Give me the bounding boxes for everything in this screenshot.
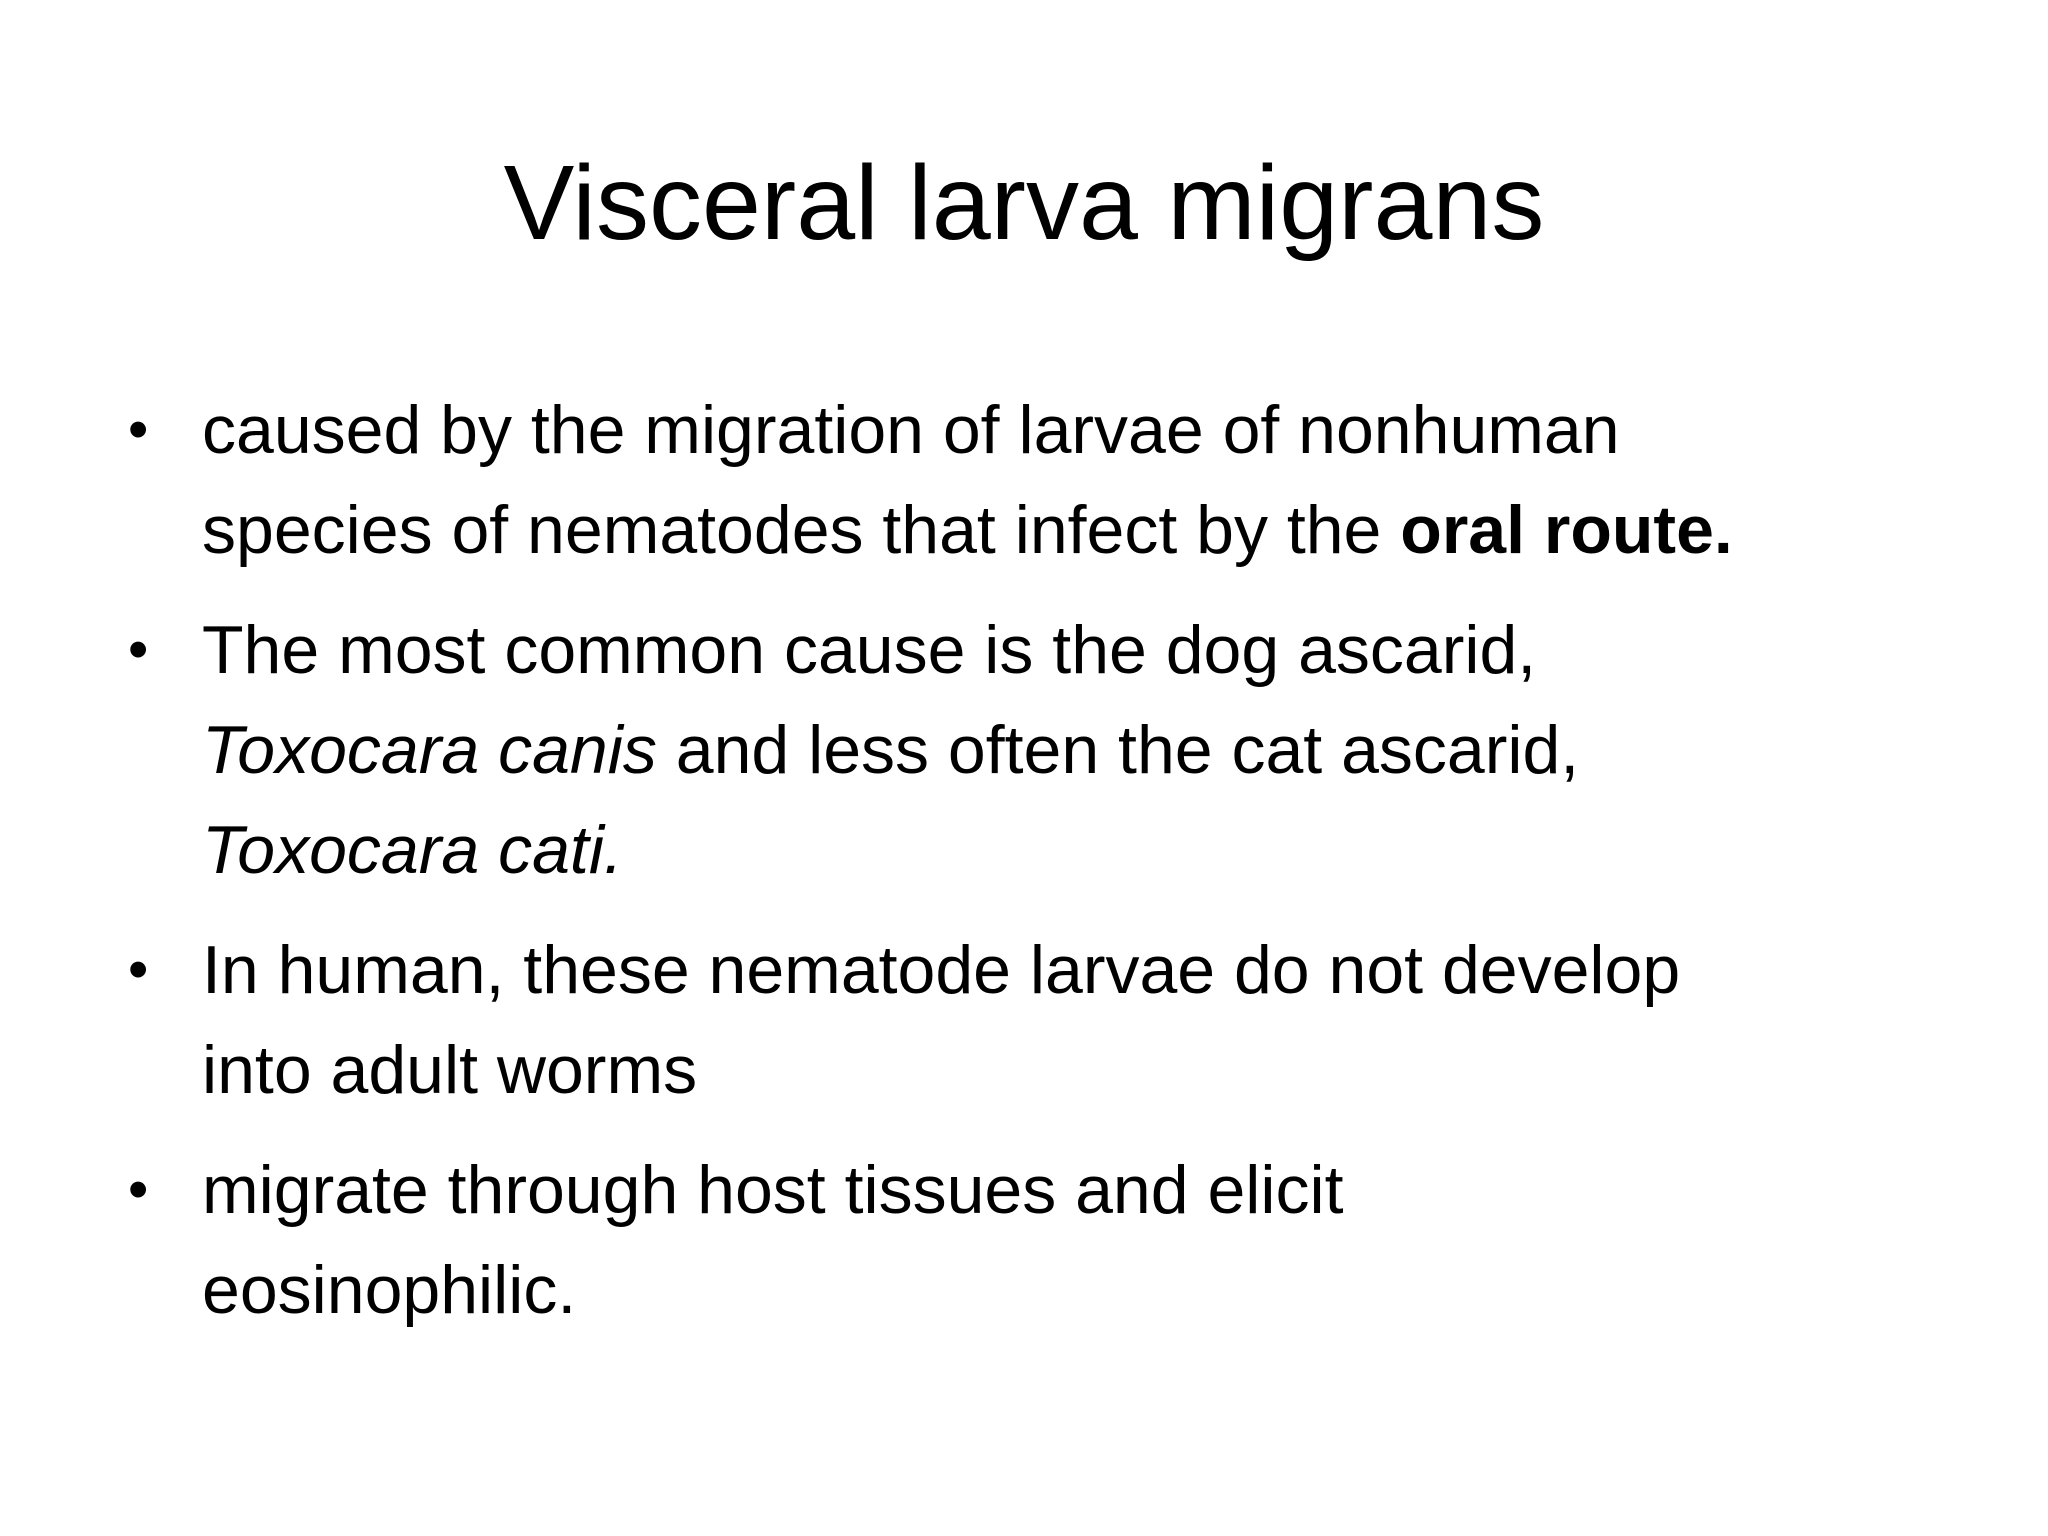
bullet-item-4	[120, 1140, 1940, 1340]
bullet-line	[202, 700, 1940, 800]
bullet-dot-icon: •	[128, 1157, 149, 1222]
bullet-line: The most common cause is the dog ascarid,	[202, 612, 1537, 688]
bullet-dot-icon: •	[128, 397, 149, 462]
bullet-line: In human, these nematode larvae do not develop	[202, 932, 1681, 1008]
bullet-line: migrate through host tissues and elicit	[202, 1152, 1344, 1228]
bullet-line: caused by the migration of larvae of nonhuman	[202, 392, 1620, 468]
bullet-list	[120, 380, 1940, 1360]
bullet-item-2	[120, 600, 1940, 900]
bullet-text-bold: oral route.	[1400, 492, 1733, 568]
bullet-text-italic: Toxocara cati.	[202, 812, 623, 888]
bullet-line: into adult worms	[202, 1032, 698, 1108]
bullet-text-plain: species of nematodes that infect by the	[202, 492, 1401, 568]
bullet-text	[202, 920, 1940, 1120]
slide-title: Visceral larva migrans	[503, 144, 1545, 262]
bullet-item-3	[120, 920, 1940, 1120]
bullet-line	[202, 480, 1940, 580]
bullet-dot-icon: •	[128, 617, 149, 682]
bullet-text-plain: and less often the cat ascarid,	[656, 712, 1580, 788]
bullet-line: eosinophilic.	[202, 1252, 577, 1328]
bullet-text	[202, 600, 1940, 900]
bullet-text	[202, 1140, 1940, 1340]
bullet-dot-icon: •	[128, 937, 149, 1002]
bullet-text-italic: Toxocara canis	[202, 712, 657, 788]
bullet-text	[202, 380, 1940, 580]
bullet-item-1	[120, 380, 1940, 580]
